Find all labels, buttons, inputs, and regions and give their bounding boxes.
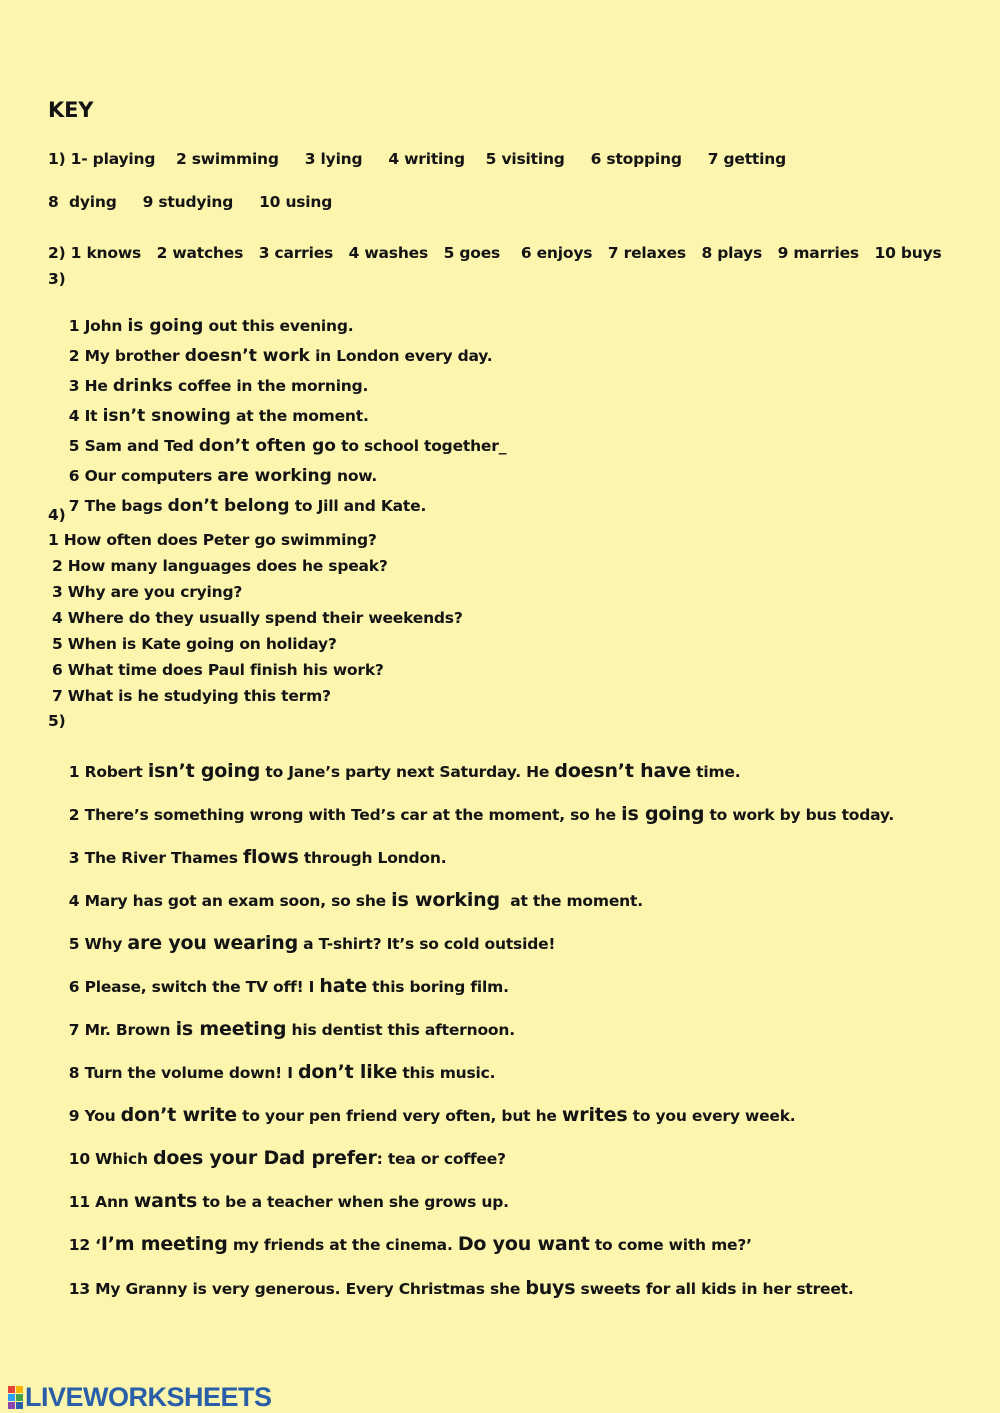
item-text: to come with me?’ bbox=[589, 1236, 752, 1254]
item-text: to Jane’s party next Saturday. He bbox=[260, 763, 555, 781]
exercise-4-item: 5 When is Kate going on holiday? bbox=[52, 635, 337, 653]
logo-icon bbox=[8, 1386, 23, 1409]
item-text: 4 It bbox=[68, 407, 103, 425]
exercise-2-line: 2) 1 knows 2 watches 3 carries 4 washes 5 goes 6 enjoys 7 relaxes 8 plays 9 marries 10 buys bbox=[48, 244, 942, 262]
item-text: 8 Turn the volume down! I bbox=[68, 1064, 298, 1082]
item-text: 3 The River Thames bbox=[68, 849, 243, 867]
logo-square bbox=[8, 1394, 15, 1401]
item-text: to Jill and Kate. bbox=[289, 497, 427, 515]
item-text: 1 John bbox=[68, 317, 128, 335]
item-text: through London. bbox=[298, 849, 447, 867]
answer: doesn’t have bbox=[554, 760, 691, 782]
item-text: 9 You bbox=[68, 1107, 121, 1125]
exercise-3-heading: 3) bbox=[48, 270, 66, 288]
item-text: my friends at the cinema. bbox=[227, 1236, 458, 1254]
item-text: at the moment. bbox=[230, 407, 369, 425]
answer: hate bbox=[319, 975, 367, 997]
exercise-4-item: 1 How often does Peter go swimming? bbox=[48, 531, 377, 549]
exercise-4-item: 3 Why are you crying? bbox=[52, 583, 243, 601]
item-text: now. bbox=[331, 467, 378, 485]
item-text: sweets for all kids in her street. bbox=[575, 1280, 854, 1298]
item-text: 2 There’s something wrong with Ted’s car at the moment, so he bbox=[68, 806, 622, 824]
answer: wants bbox=[133, 1190, 198, 1212]
item-text: to be a teacher when she grows up. bbox=[197, 1193, 509, 1211]
exercise-4-item: 7 What is he studying this term? bbox=[52, 687, 331, 705]
answer: Do you want bbox=[457, 1233, 590, 1255]
item-text: 1 Robert bbox=[68, 763, 148, 781]
logo-square bbox=[16, 1402, 23, 1409]
item-text: out this evening. bbox=[203, 317, 354, 335]
logo-square bbox=[8, 1402, 15, 1409]
item-text: 13 My Granny is very generous. Every Christmas she bbox=[68, 1280, 526, 1298]
item-text: 5 Why bbox=[68, 935, 128, 953]
item-text: 3 He bbox=[68, 377, 113, 395]
item-text: a T-shirt? It’s so cold outside! bbox=[297, 935, 556, 953]
liveworksheets-logo[interactable] bbox=[8, 1382, 272, 1413]
item-text: 5 Sam and Ted bbox=[68, 437, 199, 455]
answer: isn’t snowing bbox=[102, 406, 231, 426]
logo-square bbox=[16, 1386, 23, 1393]
exercise-4-item: 4 Where do they usually spend their weekends? bbox=[52, 609, 463, 627]
exercise-4-item: 6 What time does Paul finish his work? bbox=[52, 661, 384, 679]
answer: don’t belong bbox=[167, 496, 290, 516]
item-text: this music. bbox=[397, 1064, 496, 1082]
answer: is meeting bbox=[175, 1018, 287, 1040]
answer: don’t write bbox=[120, 1104, 237, 1126]
item-text: time. bbox=[690, 763, 741, 781]
logo-text: LIVEWORKSHEETS bbox=[25, 1382, 272, 1412]
item-text: 7 The bags bbox=[68, 497, 168, 515]
answer: I’m meeting bbox=[100, 1233, 228, 1255]
answer: are working bbox=[217, 466, 332, 486]
answer: don’t like bbox=[298, 1061, 398, 1083]
exercise-5-item bbox=[48, 1259, 854, 1317]
answer: buys bbox=[525, 1277, 576, 1299]
logo-square bbox=[16, 1394, 23, 1401]
item-text: to work by bus today. bbox=[704, 806, 895, 824]
exercise-1-line-1: 1) 1- playing 2 swimming 3 lying 4 writing 5 visiting 6 stopping 7 getting bbox=[48, 150, 786, 168]
answer: are you wearing bbox=[127, 932, 298, 954]
answer: don’t often go bbox=[198, 436, 336, 456]
answer: writes bbox=[561, 1104, 628, 1126]
item-text: to your pen friend very often, but he bbox=[236, 1107, 562, 1125]
item-text: 12 ‘ bbox=[68, 1236, 101, 1254]
item-text: 6 Please, switch the TV off! I bbox=[68, 978, 320, 996]
exercise-4-heading: 4) bbox=[48, 506, 66, 524]
item-text: 7 Mr. Brown bbox=[68, 1021, 176, 1039]
exercise-5-heading: 5) bbox=[48, 712, 66, 730]
answer: is working bbox=[391, 889, 500, 911]
item-text: 2 My brother bbox=[68, 347, 185, 365]
item-text: in London every day. bbox=[309, 347, 493, 365]
answer: flows bbox=[242, 846, 299, 868]
item-text: at the moment. bbox=[499, 892, 643, 910]
exercise-3-item bbox=[48, 478, 426, 534]
item-text: : tea or coffee? bbox=[376, 1150, 506, 1168]
answer: doesn’t work bbox=[184, 346, 310, 366]
item-text: 6 Our computers bbox=[68, 467, 218, 485]
answer: is going bbox=[621, 803, 705, 825]
item-text: his dentist this afternoon. bbox=[286, 1021, 515, 1039]
item-text: to you every week. bbox=[627, 1107, 796, 1125]
item-text: this boring film. bbox=[366, 978, 509, 996]
exercise-1-line-2: 8 dying 9 studying 10 using bbox=[48, 193, 333, 211]
item-text: 10 Which bbox=[68, 1150, 154, 1168]
answer: does your Dad prefer bbox=[153, 1147, 377, 1169]
item-text: 11 Ann bbox=[68, 1193, 134, 1211]
answer: is going bbox=[127, 316, 204, 336]
item-text: coffee in the morning. bbox=[172, 377, 369, 395]
answer: isn’t going bbox=[147, 760, 261, 782]
page-title: KEY bbox=[48, 98, 94, 122]
item-text: to school together_ bbox=[335, 437, 507, 455]
item-text: 4 Mary has got an exam soon, so she bbox=[68, 892, 392, 910]
answer: drinks bbox=[112, 376, 173, 396]
exercise-4-item: 2 How many languages does he speak? bbox=[52, 557, 388, 575]
logo-square bbox=[8, 1386, 15, 1393]
